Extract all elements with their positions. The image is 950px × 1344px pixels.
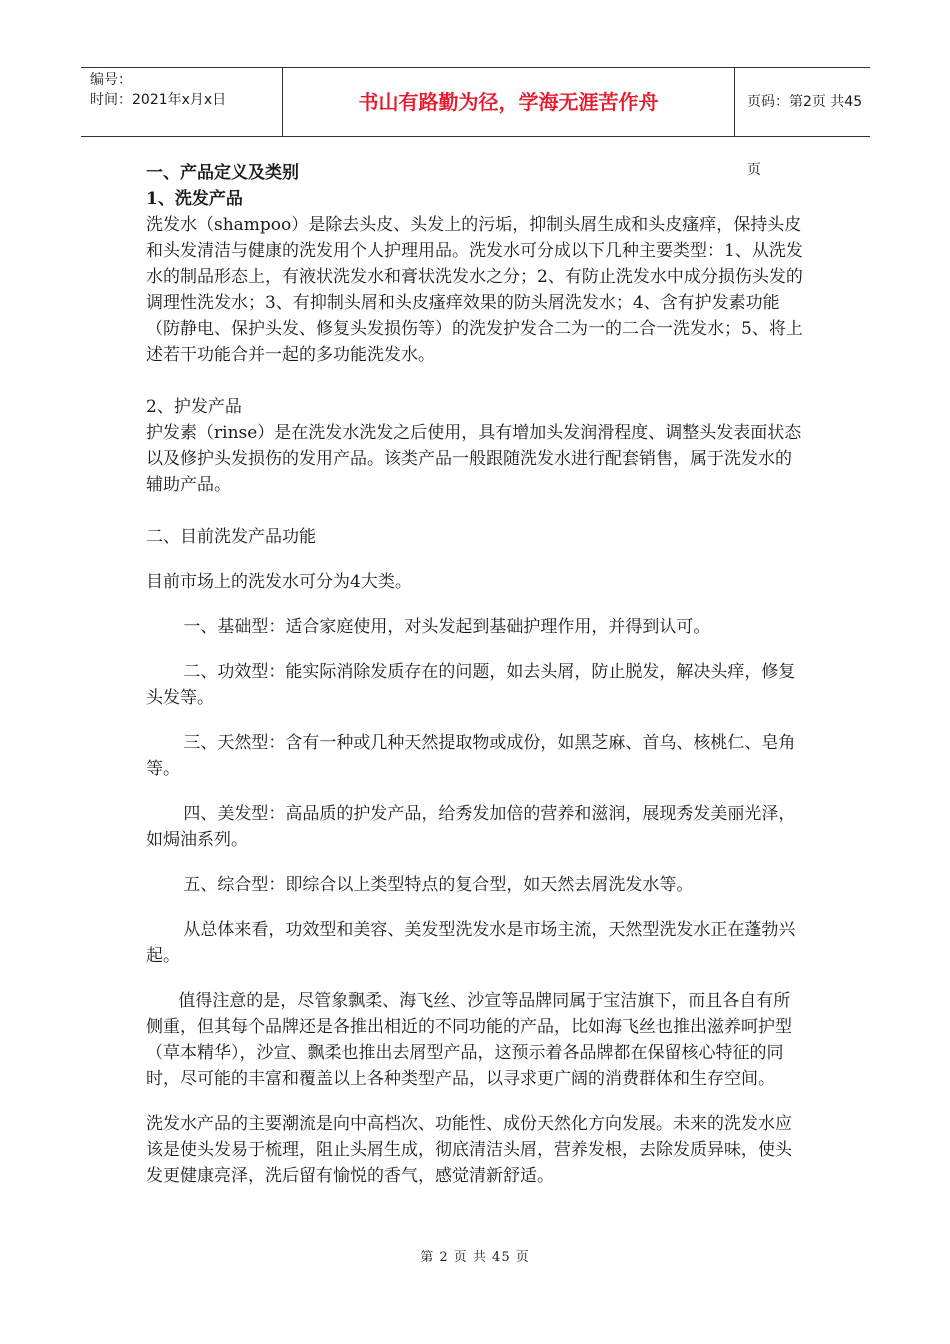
type-natural: 三、天然型：含有一种或几种天然提取物或成份，如黑芝麻、首乌、核桃仁、皂角等。: [146, 733, 796, 779]
header-page-info: 页码：第2页 共45页: [747, 94, 863, 178]
document-date: 时间：2021年x月x日: [90, 92, 227, 108]
conditioner-paragraph: 护发素（rinse）是在洗发水洗发之后使用，具有增加头发润滑程度、调整头发表面状态以及修护头发损伤的发用产品。该类产品一般跟随洗发水进行配套销售，属于洗发水的辅助产品。: [146, 423, 802, 495]
section-1-title: 一、产品定义及类别: [146, 163, 299, 183]
section-1-subtitle-shampoo: 1、洗发产品: [146, 189, 243, 209]
header-meta: [81, 68, 282, 136]
market-mainstream-paragraph: 从总体来看，功效型和美容、美发型洗发水是市场主流，天然型洗发水正在蓬勃兴起。: [146, 920, 796, 966]
document-body: [146, 160, 806, 1189]
trend-paragraph: 洗发水产品的主要潮流是向中高档次、功能性、成份天然化方向发展。未来的洗发水应该是使头发易于梳理，阻止头屑生成，彻底清洁头屑，营养发根，去除发质异味，使头发更健康亮泽，洗后留有愉悦的香气，感觉清新舒适。: [146, 1114, 792, 1186]
type-functional: 二、功效型：能实际消除发质存在的问题，如去头屑，防止脱发，解决头痒，修复头发等。: [146, 662, 796, 708]
shampoo-paragraph: 洗发水（shampoo）是除去头皮、头发上的污垢，抑制头屑生成和头皮瘙痒，保持头皮和头发清洁与健康的洗发用个人护理用品。洗发水可分成以下几种主要类型：1、从洗发水的制品形态上，有液状洗发水和膏状洗发水之分；2、有防止洗发水中成分损伤头发的调理性洗发水；3、有抑制头屑和头皮瘙痒效果的防头屑洗发水；4、含有护发素功能（防静电、保护头发、修复头发损伤等）的洗发护发合二为一的二合一洗发水；5、将上述若干功能合并一起的多功能洗发水。: [146, 215, 803, 365]
header-motto: 书山有路勤为径，学海无涯苦作舟: [282, 68, 735, 136]
page-footer: 第 2 页 共 45 页: [420, 1250, 530, 1265]
section-2-intro: 目前市场上的洗发水可分为4大类。: [146, 572, 412, 592]
type-comprehensive: 五、综合型：即综合以上类型特点的复合型，如天然去屑洗发水等。: [183, 875, 694, 895]
brand-strategy-paragraph: 值得注意的是，尽管象飘柔、海飞丝、沙宣等品牌同属于宝洁旗下，而且各自有所侧重，但其每个品牌还是各推出相近的不同功能的产品，比如海飞丝也推出滋养呵护型（草本精华），沙宣、飘柔也推出去屑型产品，这预示着各品牌都在保留核心特征的同时，尽可能的丰富和覆盖以上各种类型产品，以寻求更广阔的消费群体和生存空间。: [146, 991, 792, 1089]
document-number-label: 编号：: [90, 72, 132, 88]
section-2-title: 二、目前洗发产品功能: [146, 527, 316, 547]
type-beauty: 四、美发型：高品质的护发产品，给秀发加倍的营养和滋润，展现秀发美丽光泽，如焗油系列。: [146, 804, 796, 850]
type-basic: 一、基础型：适合家庭使用，对头发起到基础护理作用，并得到认可。: [183, 617, 711, 637]
section-1-subtitle-conditioner: 2、护发产品: [146, 397, 242, 417]
